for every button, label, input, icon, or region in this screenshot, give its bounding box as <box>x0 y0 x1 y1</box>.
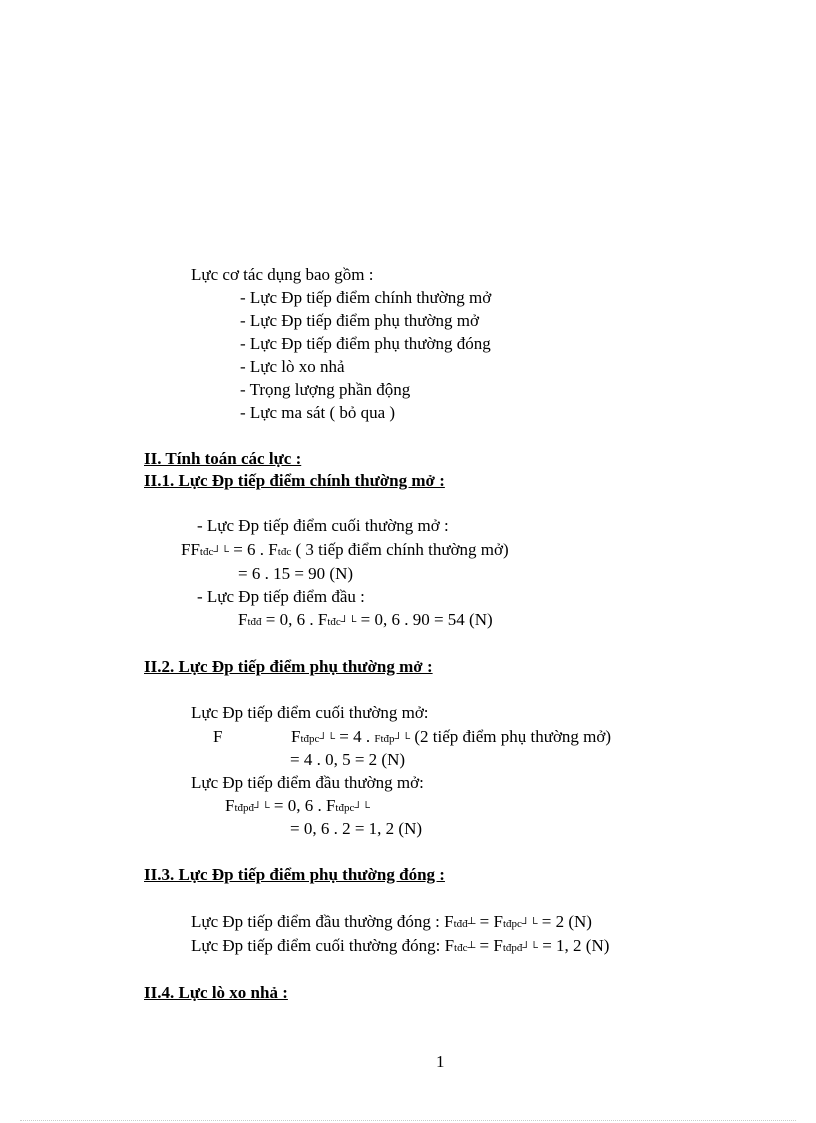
text-line: Lực Đp tiếp điểm cuối thường mở: <box>191 703 429 722</box>
list-item: - Lực lò xo nhả <box>240 357 345 376</box>
section-heading: II. Tính toán các lực : <box>144 449 302 468</box>
text-line: - Lực Đp tiếp điểm cuối thường mở : <box>197 516 449 535</box>
list-item: - Lực Đp tiếp điểm chính thường mở <box>240 288 492 307</box>
section-heading: II.3. Lực Đp tiếp điểm phụ thường đóng : <box>144 865 445 884</box>
formula-line: Lực Đp tiếp điểm đầu thường đóng : Ftđđ┴ = Ftđpc┘└ = 2 (N) <box>191 912 592 931</box>
list-item: - Lực ma sát ( bỏ qua ) <box>240 403 396 422</box>
section-heading: II.2. Lực Đp tiếp điểm phụ thường mở : <box>144 657 433 676</box>
page-number: 1 <box>436 1052 445 1071</box>
intro-title: Lực cơ tác dụng bao gồm : <box>191 265 374 284</box>
list-item: - Trọng lượng phần động <box>240 380 411 399</box>
formula-line: FFtđc┘└ = 6 . Ftđc ( 3 tiếp điểm chính thường mở) <box>181 540 509 559</box>
formula-line: Ftđđ = 0, 6 . Ftđc┘└ = 0, 6 . 90 = 54 (N) <box>238 610 493 629</box>
page-divider <box>20 1120 796 1121</box>
section-heading: II.1. Lực Đp tiếp điểm chính thường mở : <box>144 471 445 490</box>
formula-line: Lực Đp tiếp điểm cuối thường đóng: Ftđc┴ = Ftđpđ┘└ = 1, 2 (N) <box>191 936 610 955</box>
formula-line: = 0, 6 . 2 = 1, 2 (N) <box>290 819 423 838</box>
formula-symbol: F <box>213 727 223 746</box>
list-item: - Lực Đp tiếp điểm phụ thường đóng <box>240 334 491 353</box>
text-line: - Lực Đp tiếp điểm đầu : <box>197 587 365 606</box>
section-heading: II.4. Lực lò xo nhả : <box>144 983 288 1002</box>
formula-line: = 4 . 0, 5 = 2 (N) <box>290 750 406 769</box>
text-line: Lực Đp tiếp điểm đầu thường mở: <box>191 773 424 792</box>
formula-line: Ftđpđ┘└ = 0, 6 . Ftđpc┘└ <box>225 796 370 815</box>
list-item: - Lực Đp tiếp điểm phụ thường mở <box>240 311 479 330</box>
formula-line: Ftđpc┘└ = 4 . Ftđp┘└ (2 tiếp điểm phụ thường mở) <box>291 727 612 746</box>
formula-line: = 6 . 15 = 90 (N) <box>238 564 354 583</box>
